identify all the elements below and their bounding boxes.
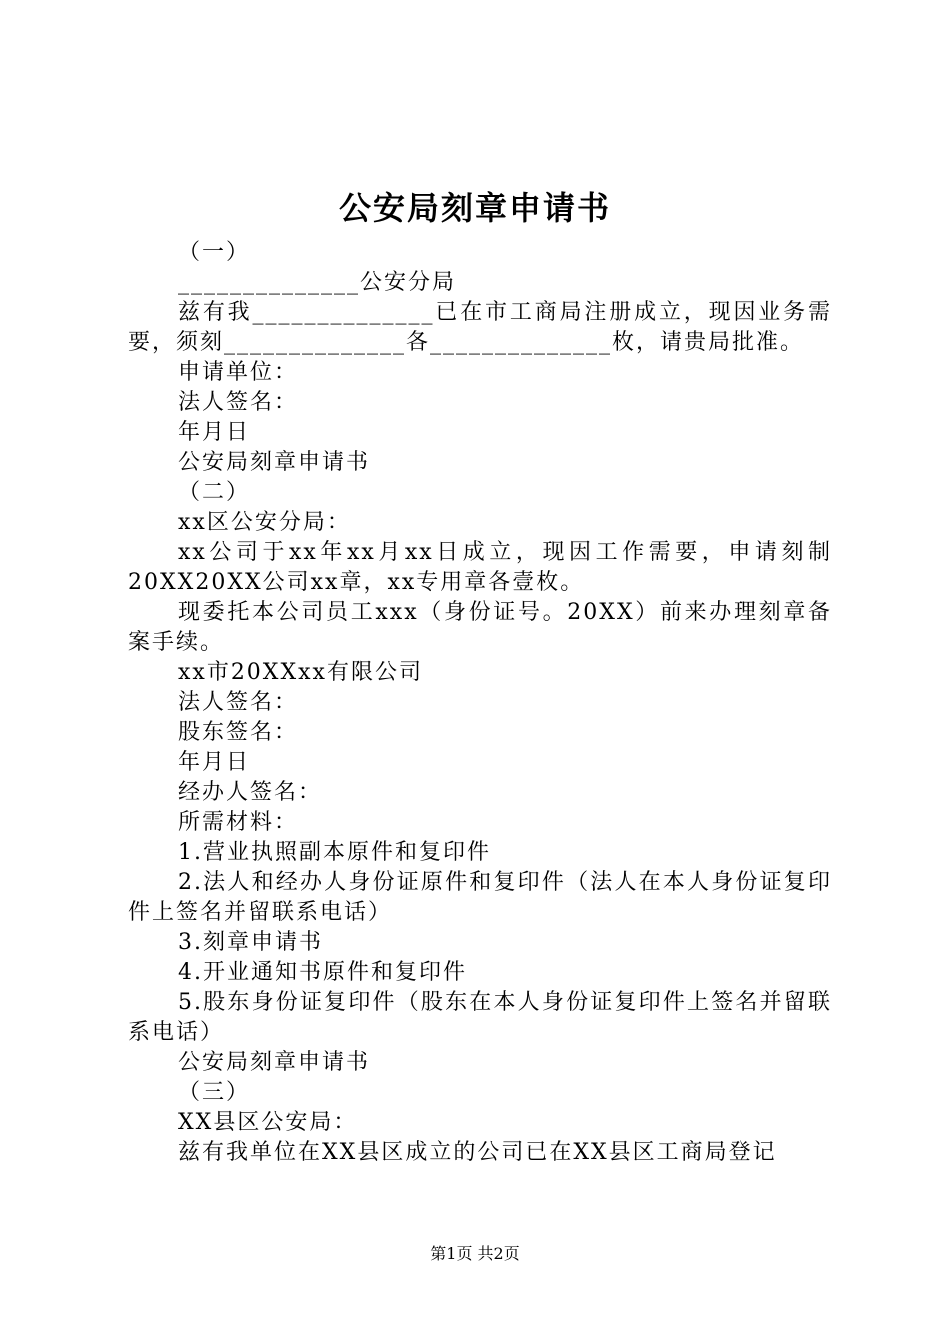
section-heading: 公安局刻章申请书 <box>178 1050 371 1075</box>
section-number-2: （二） <box>178 480 251 505</box>
request-paragraph-3: 兹有我单位在XX县区成立的公司已在XX县区工商局登记 <box>178 1140 777 1165</box>
request-paragraph-1: 兹有我______________已在市工商局注册成立，现因业务需要，须刻______________各______________枚，请贵局批准。 <box>128 300 832 355</box>
materials-heading: 所需材料： <box>178 810 299 835</box>
legal-person-signature-label: 法人签名： <box>178 690 299 715</box>
material-item: 4.开业通知书原件和复印件 <box>178 960 467 985</box>
document-body <box>128 238 832 1168</box>
addressee-line: ______________公安分局 <box>178 270 457 295</box>
date-label: 年月日 <box>178 750 251 775</box>
page-footer: 第1页 共2页 <box>430 1244 520 1263</box>
legal-person-signature-label: 法人签名： <box>178 390 299 415</box>
handler-signature-label: 经办人签名： <box>178 780 323 805</box>
addressee-line: xx区公安分局： <box>178 510 351 535</box>
shareholder-signature-label: 股东签名： <box>178 720 299 745</box>
applicant-unit-label: 申请单位： <box>178 360 299 385</box>
date-label: 年月日 <box>178 420 251 445</box>
section-number-1: （一） <box>178 240 251 265</box>
addressee-line: XX县区公安局： <box>178 1110 358 1135</box>
request-paragraph-2: xx公司于xx年xx月xx日成立，现因工作需要，申请刻制20XX20XX公司xx章，xx专用章各壹枚。 <box>128 540 832 595</box>
material-item: 3.刻章申请书 <box>178 930 323 955</box>
company-name: xx市20XXxx有限公司 <box>178 660 423 685</box>
delegation-paragraph: 现委托本公司员工xxx（身份证号。20XX）前来办理刻章备案手续。 <box>128 600 832 655</box>
material-item: 2.法人和经办人身份证原件和复印件（法人在本人身份证复印件上签名并留联系电话） <box>128 870 832 925</box>
section-number-3: （三） <box>178 1080 251 1105</box>
material-item: 5.股东身份证复印件（股东在本人身份证复印件上签名并留联系电话） <box>128 990 832 1045</box>
section-heading: 公安局刻章申请书 <box>178 450 371 475</box>
document-title: 公安局刻章申请书 <box>338 189 611 227</box>
material-item: 1.营业执照副本原件和复印件 <box>178 840 491 865</box>
